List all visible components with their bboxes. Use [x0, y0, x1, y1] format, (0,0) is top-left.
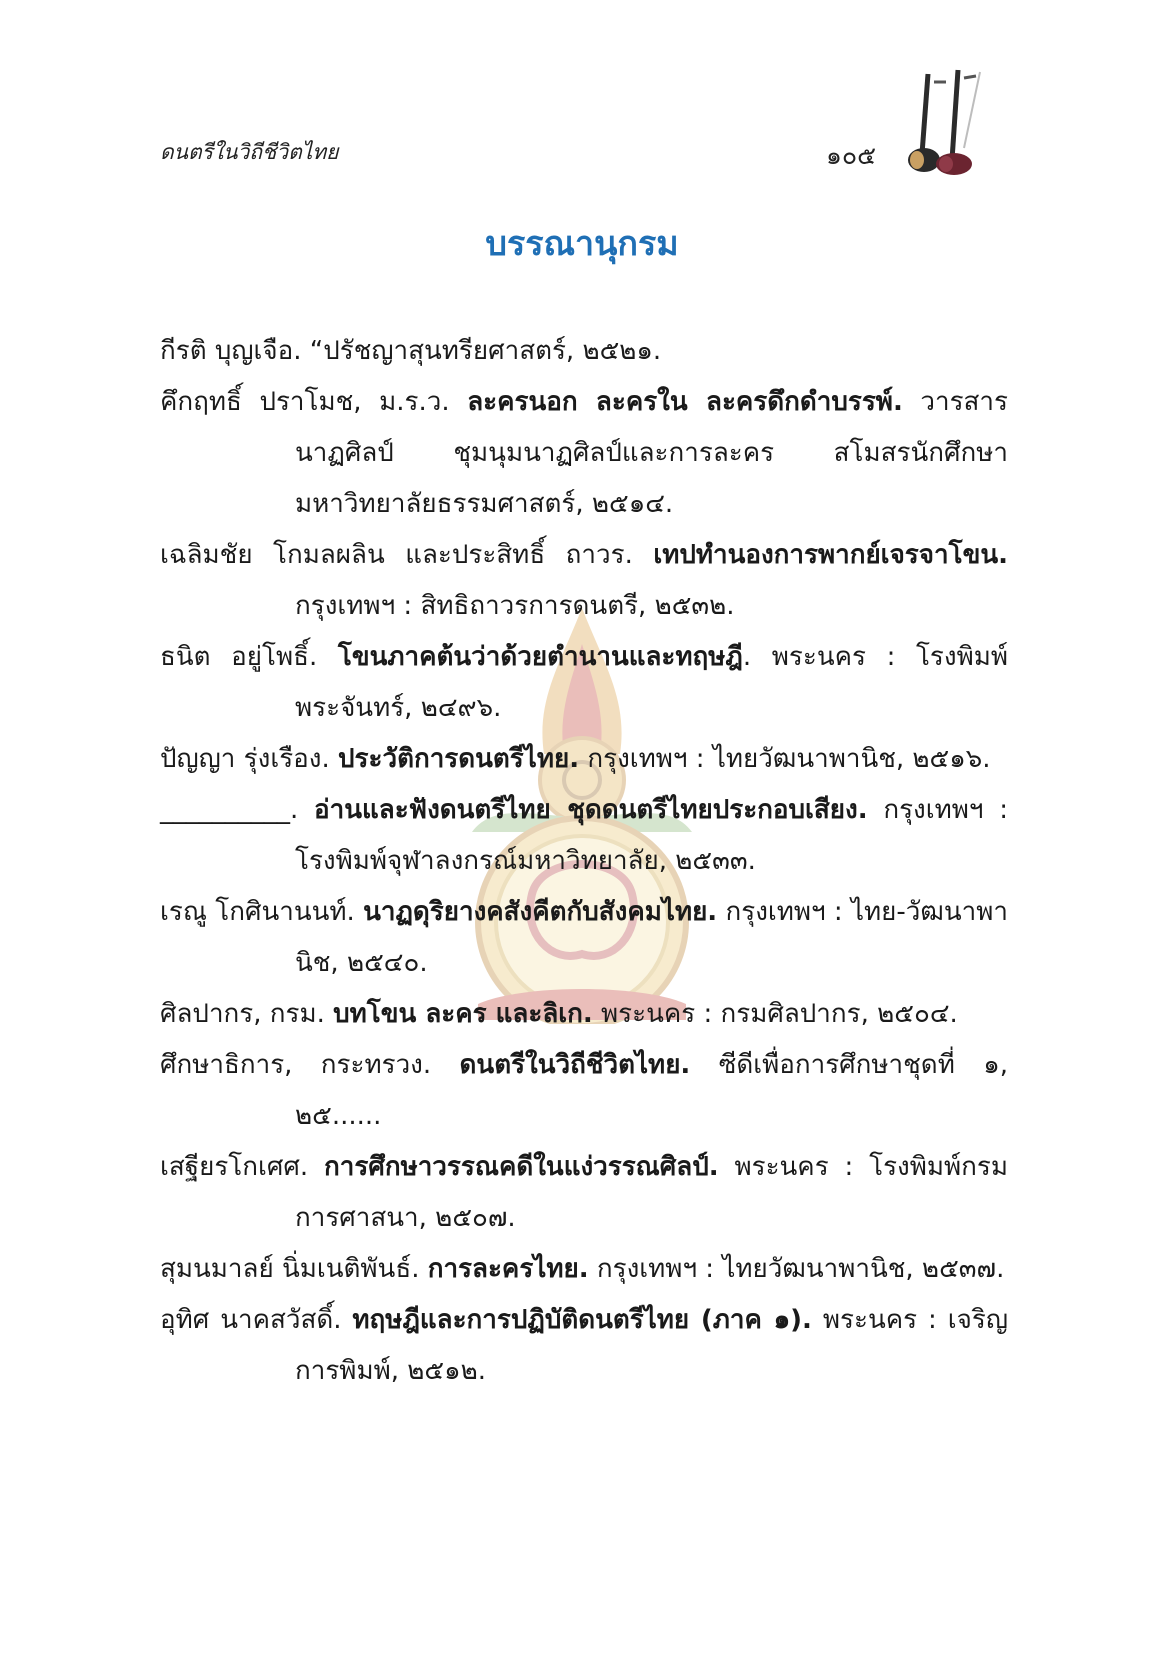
entry-author: ศึกษาธิการ, กระทรวง.	[160, 1050, 460, 1080]
entry-publication: วารสารนาฏศิลป์ ชุมนุมนาฏศิลป์และการละคร สโมสรนักศึกษามหาวิทยาลัยธรรมศาสตร์, ๒๕๑๔.	[295, 387, 1008, 519]
entry-author: เรณู โกศินานนท์.	[160, 897, 364, 927]
entry-author: เสฐียรโกเศศ.	[160, 1152, 325, 1182]
page-number: ๑๐๕	[826, 141, 877, 170]
bibliography-entry	[160, 734, 1008, 785]
entry-publication: กรุงเทพฯ : สิทธิถาวรการดนตรี, ๒๕๓๒.	[295, 591, 735, 621]
bibliography-entry	[160, 785, 1008, 887]
entry-author: __________.	[160, 795, 315, 825]
entry-author: สุมนมาลย์ นิ่มเนติพันธ์.	[160, 1254, 428, 1284]
page-title: บรรณานุกรม	[485, 224, 679, 264]
entry-work-title: ประวัติการดนตรีไทย.	[338, 744, 580, 774]
bibliography-entry	[160, 1142, 1008, 1244]
entry-publication: พระนคร : เจริญการพิมพ์, ๒๕๑๒.	[295, 1305, 1008, 1386]
entry-author: คึกฤทธิ์ ปราโมช, ม.ร.ว.	[160, 387, 468, 417]
entry-publication: พระนคร : โรงพิมพ์กรมการศาสนา, ๒๕๐๗.	[295, 1152, 1008, 1233]
entry-work-title: ละครนอก ละครใน ละครดึกดำบรรพ์.	[467, 387, 903, 417]
entry-work-title: นาฏดุริยางคสังคีตกับสังคมไทย.	[363, 897, 718, 927]
entry-author: อุทิศ นาคสวัสดิ์.	[160, 1305, 353, 1335]
entry-author: ธนิต อยู่โพธิ์.	[160, 642, 338, 672]
thai-fiddle-instrument-icon	[906, 68, 1016, 180]
entry-work-title: การศึกษาวรรณคดีในแง่วรรณศิลป์.	[324, 1152, 719, 1182]
entry-publication: พระนคร : กรมศิลปากร, ๒๕๐๔.	[592, 999, 958, 1029]
entry-publication: ซีดีเพื่อการศึกษาชุดที่ ๑, ๒๕......	[295, 1050, 1008, 1131]
bibliography-entry	[160, 326, 1008, 377]
entry-author: ปัญญา รุ่งเรือง.	[160, 744, 339, 774]
bibliography-entry	[160, 989, 1008, 1040]
entry-publication: กรุงเทพฯ : ไทย-วัฒนาพานิช, ๒๕๔๐.	[295, 897, 1008, 978]
entry-author: กีรติ บุญเจือ. “ปรัชญาสุนทรียศาสตร์, ๒๕๒๑.	[160, 336, 662, 366]
bibliography-entry	[160, 1295, 1008, 1397]
entry-work-title: การละครไทย.	[427, 1254, 589, 1284]
bibliography-list	[160, 326, 1008, 1397]
bibliography-entry	[160, 632, 1008, 734]
entry-publication: กรุงเทพฯ : ไทยวัฒนาพานิช, ๒๕๑๖.	[579, 744, 991, 774]
entry-work-title: บทโขน ละคร และลิเก.	[333, 999, 593, 1029]
bibliography-entry	[160, 530, 1008, 632]
entry-work-title: ดนตรีในวิถีชีวิตไทย.	[459, 1050, 691, 1080]
entry-work-title: อ่านและฟังดนตรีไทย ชุดดนตรีไทยประกอบเสียง.	[314, 795, 868, 825]
entry-publication: . พระนคร : โรงพิมพ์พระจันทร์, ๒๔๙๖.	[295, 642, 1008, 723]
running-header-title: ดนตรีในวิถีชีวิตไทย	[160, 140, 339, 164]
entry-publication: กรุงเทพฯ : ไทยวัฒนาพานิช, ๒๕๓๗.	[588, 1254, 1005, 1284]
entry-work-title: เทปทำนองการพากย์เจรจาโขน.	[653, 540, 1008, 570]
entry-author: เฉลิมชัย โกมลผลิน และประสิทธิ์ ถาวร.	[160, 540, 654, 570]
entry-publication: กรุงเทพฯ : โรงพิมพ์จุฬาลงกรณ์มหาวิทยาลัย, ๒๕๓๓.	[295, 795, 1008, 876]
entry-work-title: โขนภาคต้นว่าด้วยตำนานและทฤษฎี	[337, 642, 743, 672]
bibliography-entry	[160, 887, 1008, 989]
entry-work-title: ทฤษฎีและการปฏิบัติดนตรีไทย (ภาค ๑).	[352, 1305, 812, 1335]
bibliography-entry	[160, 1244, 1008, 1295]
bibliography-entry	[160, 377, 1008, 530]
entry-author: ศิลปากร, กรม.	[160, 999, 334, 1029]
bibliography-entry	[160, 1040, 1008, 1142]
